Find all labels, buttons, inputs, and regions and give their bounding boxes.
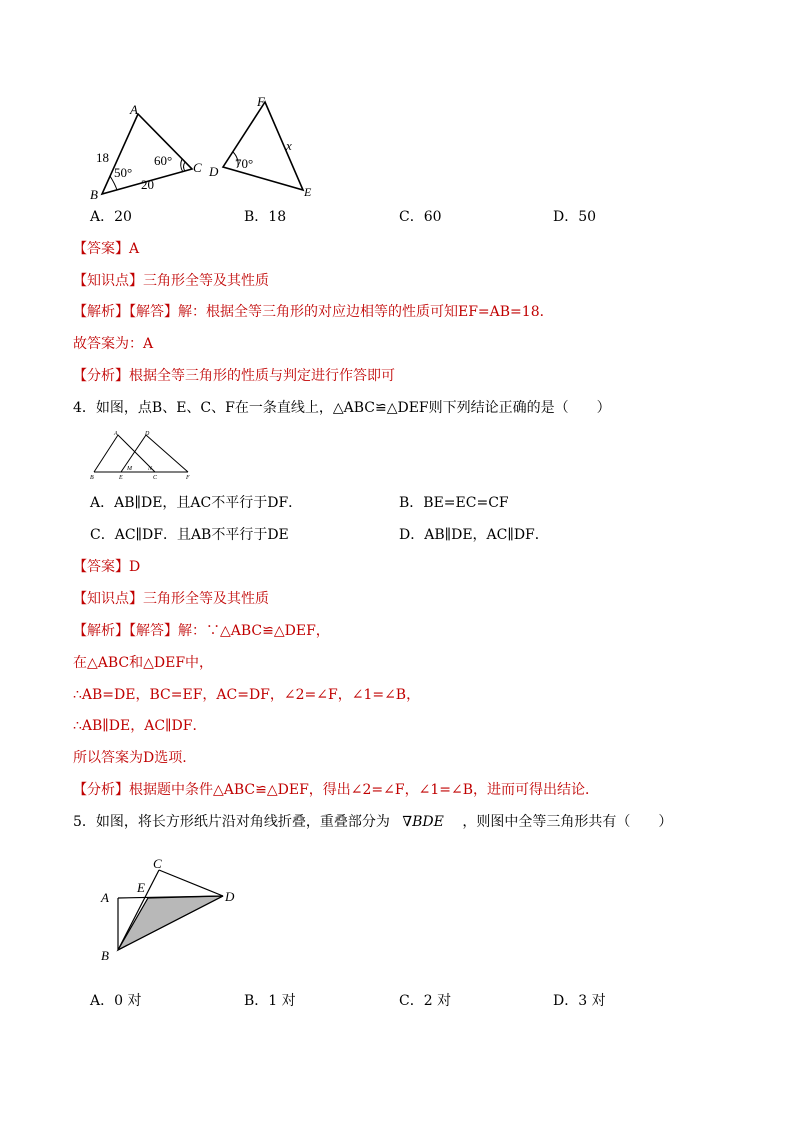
analysis-tag: 【解析】【解答】: [73, 623, 178, 639]
label-m: M: [127, 466, 132, 472]
answer-tag: 【答案】: [73, 559, 129, 575]
q5-option-c: C．2 对: [399, 993, 452, 1009]
label-f: F: [257, 94, 265, 109]
q4-fenxi: [73, 781, 599, 799]
q4-line-3: ∴AB∥DE，AC∥DF．: [73, 718, 207, 734]
q3-option-a: A．20: [90, 209, 132, 225]
q4-option-a: A．AB∥DE，且AC不平行于DF．: [90, 495, 303, 511]
q4-option-b: B．BE=EC=CF: [399, 495, 509, 511]
kp-tag: 【知识点】: [73, 591, 143, 607]
q4-analysis: [73, 622, 330, 640]
angle-c-arc: [181, 159, 183, 172]
label-b: B: [101, 948, 109, 963]
label-d: D: [209, 164, 219, 179]
q3-option-d: D．50: [553, 209, 597, 225]
kp-value: 三角形全等及其性质: [143, 273, 269, 289]
angle-c-arc-2: [184, 162, 186, 171]
q4-option-d: D．AB∥DE，AC∥DF．: [399, 527, 549, 543]
fenxi-tag: 【分析】: [73, 368, 129, 384]
label-c: C: [153, 475, 158, 481]
label-c: C: [193, 160, 202, 175]
kp-value: 三角形全等及其性质: [143, 591, 269, 607]
q3-analysis: [73, 303, 554, 321]
label-b: B: [90, 187, 98, 202]
stem-text-b: ，则图中全等三角形共有（ ）: [462, 814, 673, 830]
q4-stem: 4．如图，点B、E、C、F在一条直线上，△ABC≌△DEF则下列结论正确的是（ ）: [73, 400, 611, 416]
q5-option-b: B．1 对: [244, 993, 296, 1009]
angle-b-label: 50°: [114, 165, 133, 180]
q3-conclusion: 故答案为：A: [73, 336, 154, 352]
analysis-tag: 【解析】【解答】: [73, 304, 178, 320]
q4-line-2: ∴AB=DE，BC=EF，AC=DF，∠2=∠F，∠1=∠B，: [73, 687, 421, 703]
side-ab-label: 18: [96, 150, 109, 165]
analysis-text: 解：∵△ABC≌△DEF，: [178, 623, 330, 639]
q3-knowledge-point: [73, 272, 269, 290]
q4-figure: [88, 428, 198, 483]
answer-value: A: [129, 241, 140, 257]
label-n: N: [148, 466, 153, 472]
q5-option-d: D．3 对: [553, 993, 606, 1009]
label-a: A: [130, 102, 138, 117]
stem-text-a: 5．如图，将长方形纸片沿对角线折叠，重叠部分为: [73, 814, 390, 830]
label-f: F: [186, 475, 190, 481]
answer-value: D: [129, 559, 141, 575]
side-bc-label: 20: [141, 177, 154, 192]
side-fe-label: x: [286, 138, 292, 153]
q4-knowledge-point: [73, 590, 269, 608]
label-a: A: [114, 431, 118, 437]
q3-option-b: B．18: [244, 209, 287, 225]
q4-answer: [73, 558, 140, 576]
label-e: E: [119, 475, 123, 481]
q3-option-c: C．60: [399, 209, 442, 225]
label-a: A: [101, 890, 109, 905]
label-d: D: [145, 431, 150, 437]
q3-figure: [85, 92, 325, 202]
q3-fenxi: [73, 367, 395, 385]
edge-cd: [159, 870, 223, 896]
label-e: E: [304, 185, 312, 199]
q5-option-a: A．0 对: [90, 993, 142, 1009]
q5-figure: [95, 852, 245, 964]
kp-tag: 【知识点】: [73, 273, 143, 289]
angle-d-label: 70°: [235, 156, 254, 171]
label-c: C: [153, 856, 162, 871]
stem-math: ∇BDE: [402, 814, 444, 830]
q5-stem: [73, 813, 672, 831]
fenxi-text: 根据全等三角形的性质与判定进行作答即可: [129, 368, 395, 384]
answer-tag: 【答案】: [73, 241, 129, 257]
analysis-text: 解：根据全等三角形的对应边相等的性质可知EF=AB=18．: [178, 304, 554, 320]
fenxi-text: 根据题中条件△ABC≌△DEF，得出∠2=∠F，∠1=∠B，进而可得出结论．: [129, 782, 599, 798]
fenxi-tag: 【分析】: [73, 782, 129, 798]
label-e: E: [137, 880, 145, 895]
q4-conclusion: 所以答案为D选项.: [73, 750, 187, 766]
q4-line-1: 在△ABC和△DEF中，: [73, 655, 214, 671]
label-d: D: [225, 889, 235, 904]
angle-c-label: 60°: [154, 153, 173, 168]
q4-option-c: C．AC∥DF．且AB不平行于DE: [90, 527, 289, 543]
q3-answer: [73, 240, 139, 258]
label-b: B: [90, 475, 94, 481]
